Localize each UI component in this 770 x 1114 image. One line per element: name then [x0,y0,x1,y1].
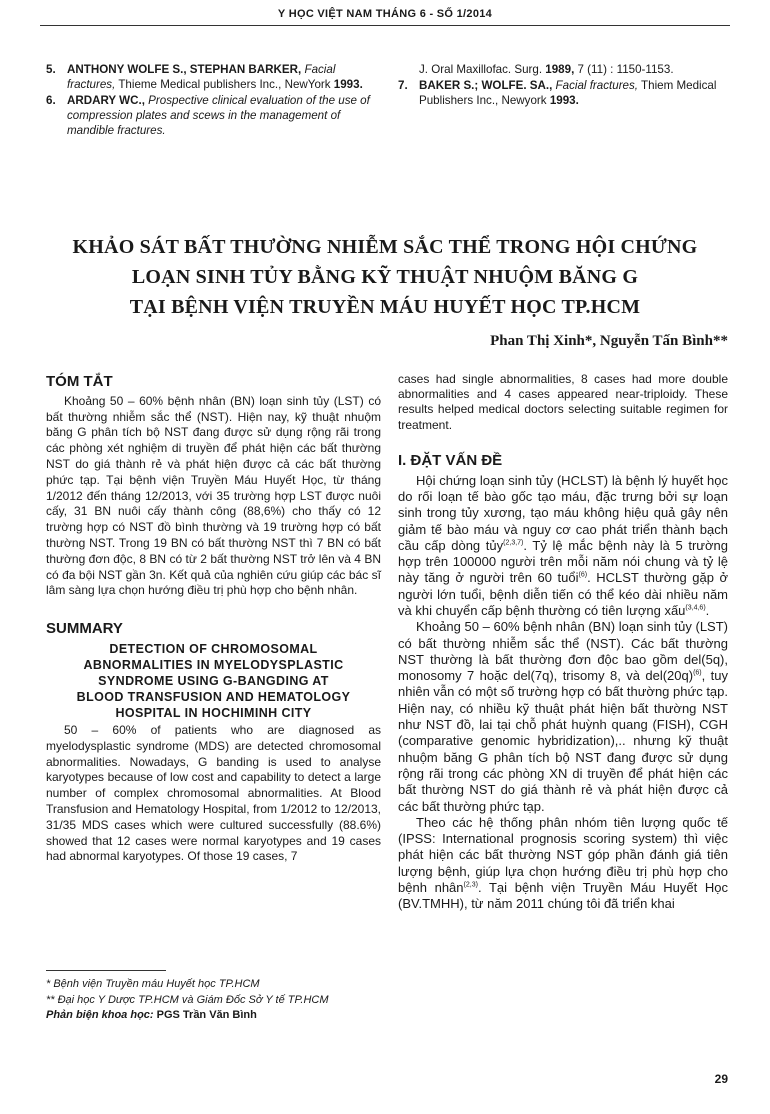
intro-paragraph-2 [398,619,728,815]
article-authors: Phan Thị Xinh*, Nguyễn Tấn Bình** [490,333,728,349]
article-title [40,232,730,322]
article-title-line: TẠI BỆNH VIỆN TRUYỀN MÁU HUYẾT HỌC TP.HCM [129,296,641,318]
left-column [46,374,381,865]
reference-title: Facial fractures, [67,63,336,91]
summary-title-line: HOSPITAL IN HOCHIMINH CITY [115,705,312,720]
summary-heading: SUMMARY [46,620,123,638]
text-run: Khoảng 50 – 60% bệnh nhân (BN) loạn sinh tủy (LST) có bất thường nhiễm sắc thể (NST). Các bất thường NST thường là bất thường đơn độc bao gồm del(5q), monosomy 7 hoặc del(7q), trisomy 8, và del(20q) [398,619,728,684]
reference-publisher: Thieme Medical publishers Inc., NewYork [115,78,334,91]
intro-paragraph-3 [398,815,728,913]
running-header: Y HỌC VIỆT NAM THÁNG 6 - SỐ 1/2014 [277,8,493,20]
text-run: , tuy nhiên vẫn có một số trường hợp có bất thường phức tạp. Hiện nay, có nhiều kỹ thuật phát hiện bất thường NST như NST đồ, lai tại chỗ phát huỳnh quang (FISH), CGH (comparative genomic hybridization),.. nhưng kỹ thuật nhuộm băng G phân tích bộ NST đang được sử dụng rộng rãi trong các phòng XN di truyền để phát hiện các bất thường NST do giá thành rẻ và phát hiện được cả các bất thường phức tạp. [398,668,728,814]
intro-heading: I. ĐẶT VẤN ĐỀ [398,451,503,469]
article-title-line: KHẢO SÁT BẤT THƯỜNG NHIỄM SẮC THỂ TRONG HỘI CHỨNG [72,236,698,258]
citation: (6) [693,669,702,677]
reference-item [46,93,381,138]
reference-year: 1989, [545,63,575,76]
reference-year: 1993. [333,78,363,91]
intro-paragraph-1 [398,473,728,620]
text-run: . Tỷ lệ mắc bệnh này là 5 trường hợp trên 100000 người trên mỗi năm nói chung và tỷ lệ này tăng ở người trên 60 tuổi [398,537,728,586]
citation: (2,3,7) [503,539,524,547]
text-run: . HCLST thường gặp ở người lớn tuổi, bệnh diễn tiến có thể kéo dài nhiều năm và khi chuyển cấp bệnh thường có tiên lượng xấu [398,570,729,618]
reference-publisher: Thiem Medical Publishers Inc., Newyork [419,79,717,107]
reference-journal: J. Oral Maxillofac. Surg. [419,63,546,76]
references-left [46,62,381,139]
footnote-affiliation-1: * Bệnh viện Truyền máu Huyết học TP.HCM [46,978,260,990]
reviewer-label: Phản biện khoa học: [46,1009,154,1021]
reference-number: 7. [398,79,408,92]
right-column [398,372,728,913]
article-title-line: LOẠN SINH TỦY BẰNG KỸ THUẬT NHUỘM BĂNG G [131,266,639,288]
footnote-affiliation-2: ** Đại học Y Dược TP.HCM và Giám Đốc Sở Y tế TP.HCM [46,993,329,1006]
summary-title-line: DETECTION OF CHROMOSOMAL [109,641,318,656]
citation: (6) [578,572,588,580]
reference-number: 5. [46,63,56,76]
citation: (2,3) [463,881,478,889]
summary-title-line: BLOOD TRANSFUSION AND HEMATOLOGY [76,689,351,704]
abstract-text: Khoảng 50 – 60% bệnh nhân (BN) loạn sinh tủy (LST) có bất thường nhiễm sắc thể (NST). Hiện nay, kỹ thuật nhuộm băng G phân tích bộ NST đang được sử dụng rộng rãi trong các phòng xét nghiệm di truyền để phát hiện các bất thường NST do giá thành rẻ và phát hiện được cả các bất thường phức tạp. Tại bệnh viện Truyền Máu Huyết Học, từ tháng 1/2012 đến tháng 12/2013, với 35 trường hợp LST được nuôi cấy, 31 BN nuôi cấy thành công (88,6%) cho thấy có 12 trường hợp có NST đồ bình thường và 19 trường hợp có bất thường NST. Trong 19 BN có bất thường NST thì 7 BN có bất thường đơn độc, 8 BN có từ 2 bất thường NST trở lên và 4 BN có đa bội NST gần 3n. Kết quả của nghiên cứu giúp các bác sĩ lâm sàng lựa chọn hướng điều trị phù hợp cho bệnh nhân. [46,393,381,598]
summary-text: 50 – 60% of patients who are diagnosed as myelodysplastic syndrome (MDS) are detected chromosomal abnormalities. Nowadays, G banding is used to analyse karyotypes because of low cost and capability to detect a large number of complex chromosomal abnormalities. At Blood Transfusion and Hematology Hospital, from 1/2012 to 12/2013, 31/35 MDS cases which were cultured successfully (88.6%) showed that 12 cases were normal karyotypes and 19 cases had abnormal karyotypes. Of those 19 cases, 7 [46,722,381,864]
text-run: Theo các hệ thống phân nhóm tiên lượng quốc tế (IPSS: International prognosis scoring system) thì việc phát hiện các bất thường NST góp phần đánh giá tiên lượng bệnh, giúp lựa chọn hướng điều trị phù hợp cho bệnh nhân [398,814,728,896]
footnote-rule [46,970,166,971]
reference-authors: BAKER S.; WOLFE. SA., [419,79,553,92]
reference-pages: 7 (11) : 1150-1153. [574,63,674,76]
text-run: Hội chứng loạn sinh tủy (HCLST) là bệnh lý huyết học do rối loạn tế bào gốc tạo máu, đặc trưng bởi sự loạn sinh trong tủy xương, tạo máu không hiệu quả gây nên giảm tế bào máu và nguy cơ cao phát triển thành bạch cầu cấp dòng tủy [398,472,728,553]
header-rule [40,25,730,26]
footnotes [46,977,381,1024]
reference-authors: ARDARY WC., [67,94,145,107]
reference-title: Facial fractures, [552,79,639,92]
reference-item [46,62,381,92]
text-run: . Tại bệnh viện Truyền Máu Huyết Học (BV.TMHH), từ năm 2011 chúng tôi đã triển khai [398,880,728,912]
references-right [398,62,723,109]
reference-year: 1993. [549,94,579,107]
reference-title: Prospective clinical evaluation of the use of compression plates and scews in the management of mandible fractures. [67,94,370,137]
reference-continuation [398,62,723,77]
page-number: 29 [714,1072,728,1086]
summary-continued: cases had single abnormalities, 8 cases had more double abnormalities and 4 cases appeared near-triploidy. These results helped medical doctors selecting suitable regimen for treatment. [398,372,728,432]
reference-item [398,78,723,108]
reference-authors: ANTHONY WOLFE S., STEPHAN BARKER, [67,63,302,76]
summary-title-line: ABNORMALITIES IN MYELODYSPLASTIC [83,657,344,672]
text-run: . [705,602,710,618]
reference-number: 6. [46,94,56,107]
abstract-heading: TÓM TẮT [46,373,113,390]
citation: (3,4,6) [685,604,706,612]
summary-title [46,641,381,721]
footnote-reviewer [46,1008,381,1024]
reviewer-name: PGS Trần Văn Bình [153,1009,257,1021]
summary-title-line: SYNDROME USING G-BANGDING AT [98,673,329,688]
